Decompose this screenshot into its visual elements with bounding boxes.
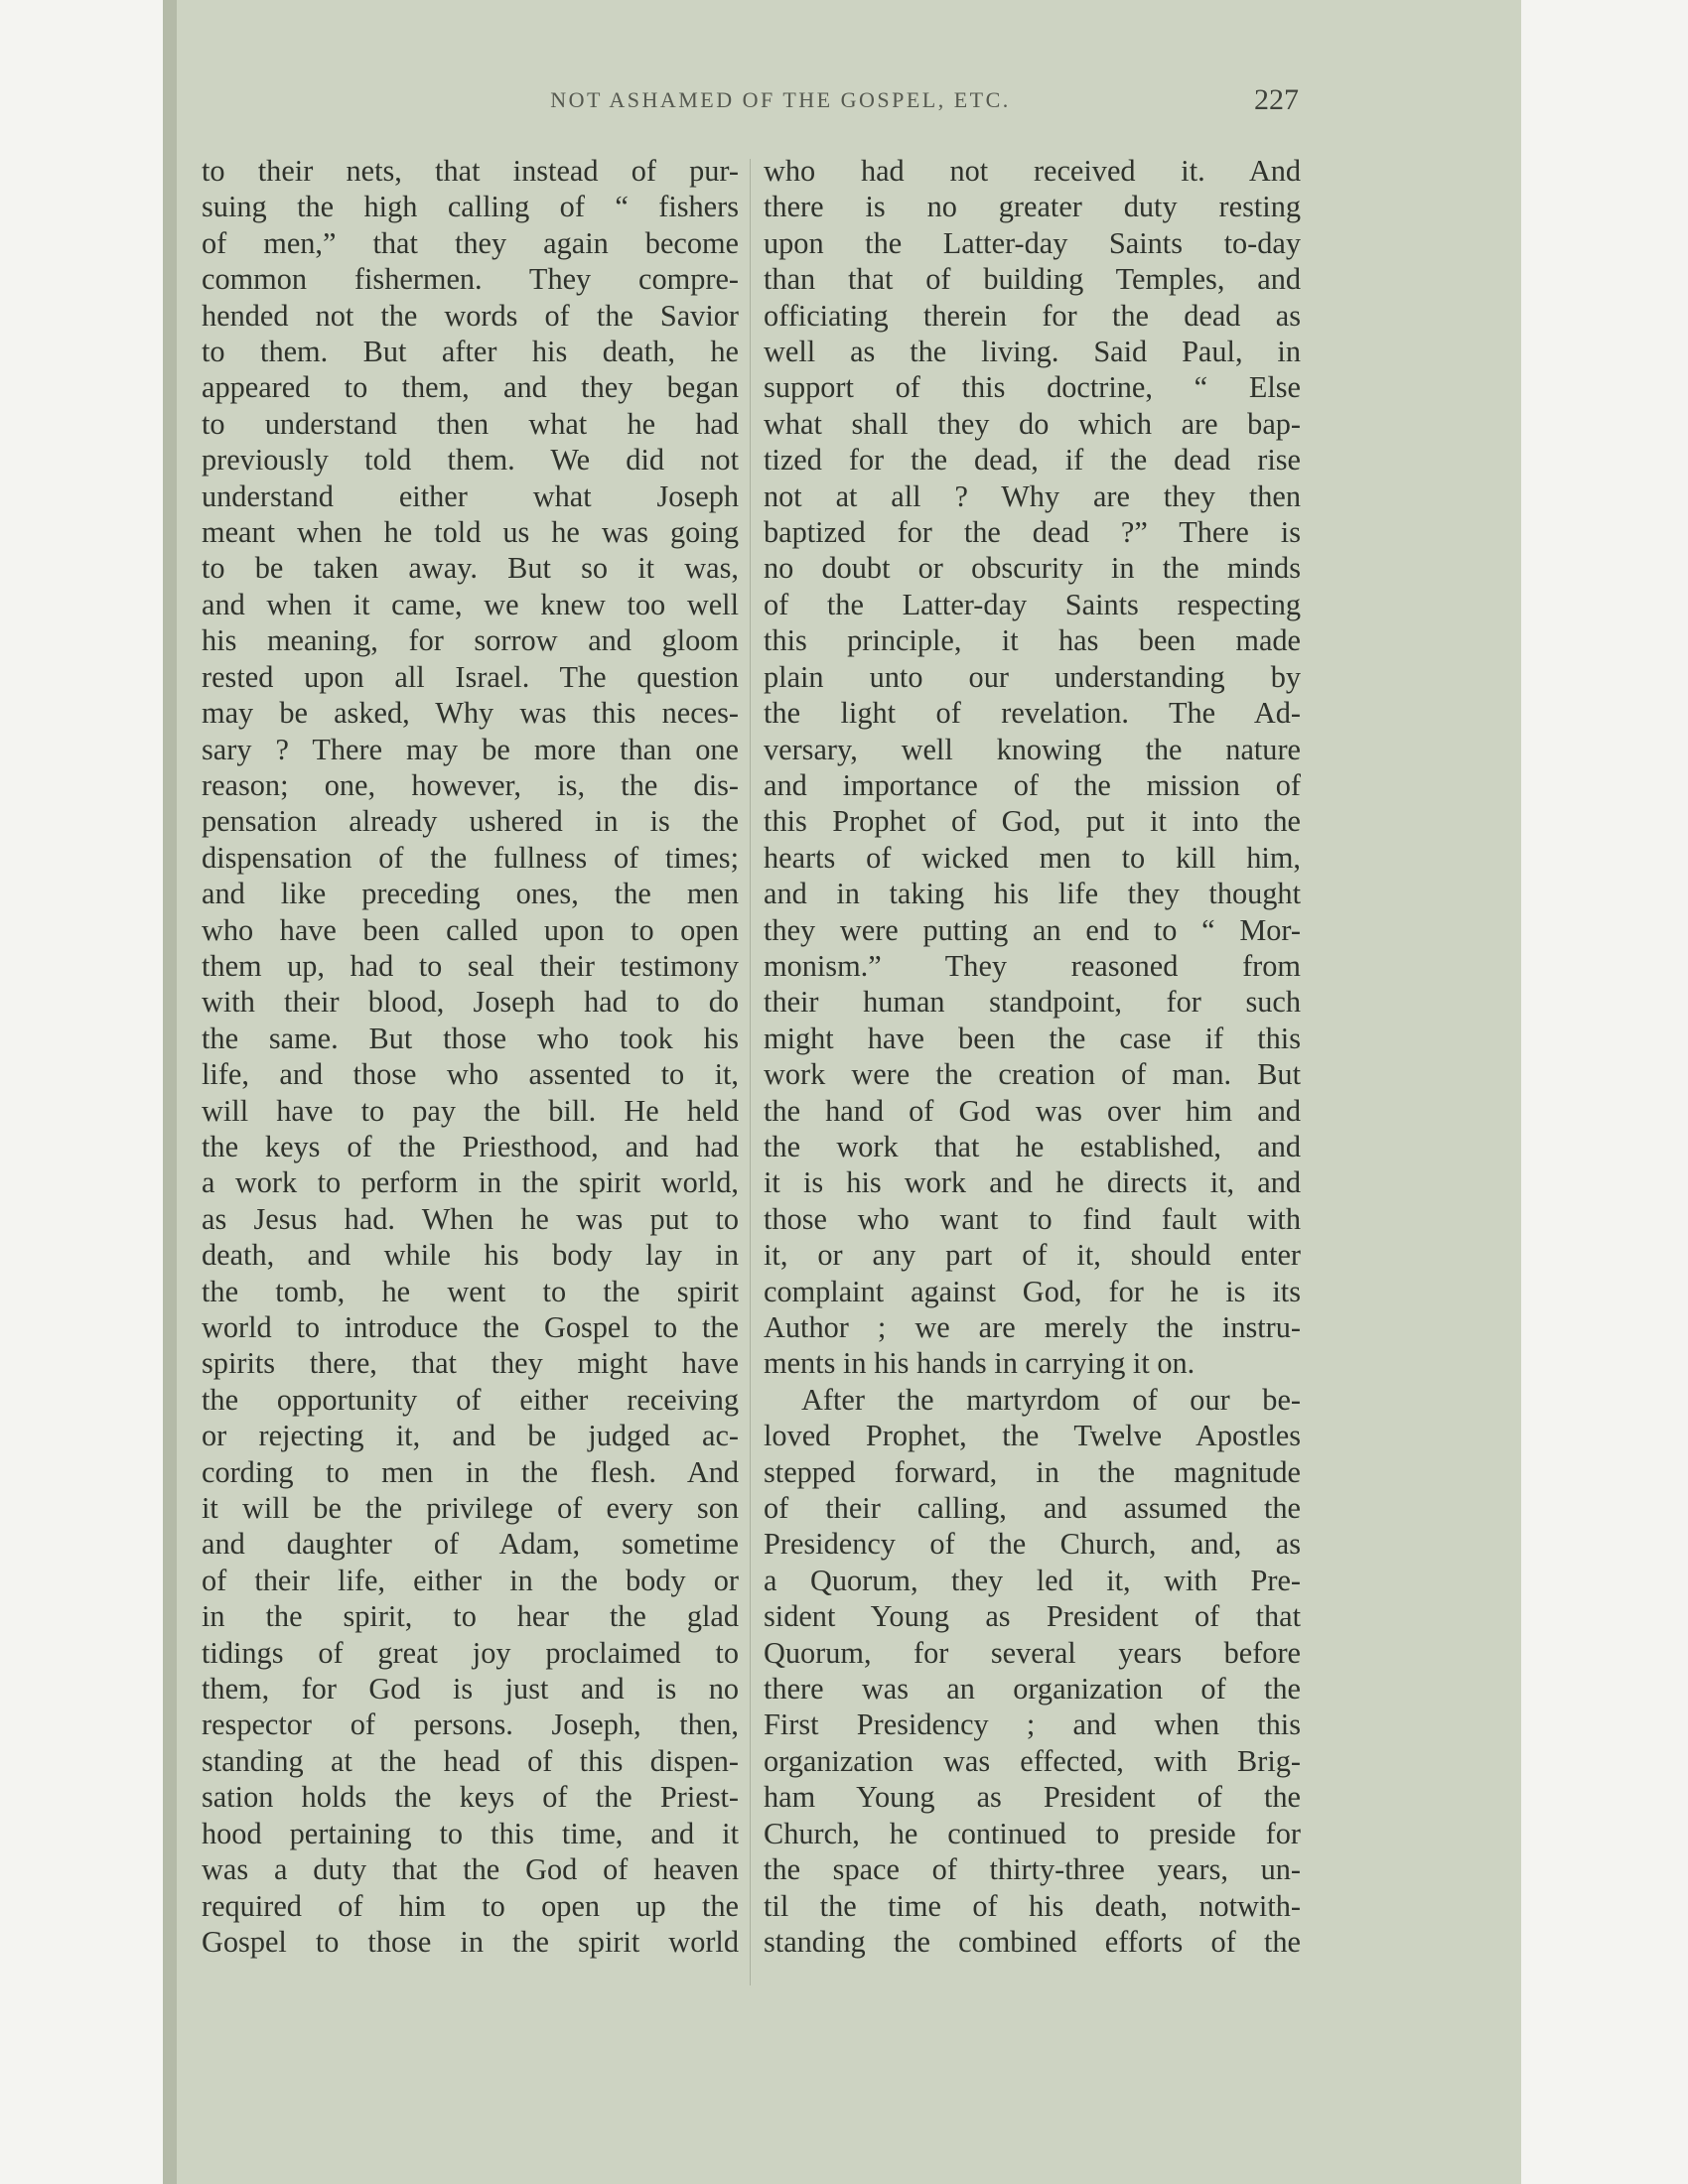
text-line: it, or any part of it, should enter [764,1238,1301,1273]
text-line: understand either what Joseph [202,478,739,513]
text-line: Quorum, for several years before [764,1635,1301,1670]
text-line: they were putting an end to “ Mor- [764,912,1301,947]
text-line: hood pertaining to this time, and it [202,1816,739,1850]
text-line: of their life, either in the body or [202,1563,739,1597]
text-line: of the Latter-day Saints respecting [764,587,1301,621]
text-line: what shall they do which are bap- [764,406,1301,441]
text-line: ments in his hands in carrying it on. [764,1346,1196,1381]
text-line: meant when he told us he was going [202,515,739,550]
text-line: world to introduce the Gospel to the [202,1310,739,1344]
text-line: First Presidency ; and when this [764,1707,1301,1742]
text-line: loved Prophet, the Twelve Apostles [764,1419,1301,1453]
text-line: might have been the case if this [764,1021,1301,1055]
text-line: the opportunity of either receiving [202,1382,739,1417]
column-divider [750,159,751,1985]
text-line: life, and those who assented to it, [202,1057,739,1092]
text-line: a Quorum, they led it, with Pre- [764,1563,1301,1597]
text-line: will have to pay the bill. He held [202,1093,739,1128]
text-line: and daughter of Adam, sometime [202,1527,739,1562]
text-line: his meaning, for sorrow and gloom [202,623,739,658]
text-line: to their nets, that instead of pur- [202,154,739,188]
text-line: sident Young as President of that [764,1599,1301,1634]
text-line: to understand then what he had [202,406,739,441]
text-line: death, and while his body lay in [202,1238,739,1273]
text-line: monism.” They reasoned from [764,948,1301,983]
text-line: and in taking his life they thought [764,877,1301,911]
text-line: hended not the words of the Savior [202,298,739,333]
text-line: there is no greater duty resting [764,190,1301,224]
text-line: the same. But those who took his [202,1021,739,1055]
text-line: suing the high calling of “ fishers [202,190,739,224]
text-line: who have been called upon to open [202,912,739,947]
text-line: appeared to them, and they began [202,370,739,405]
text-line: upon the Latter-day Saints to-day [764,225,1301,260]
text-line: the space of thirty-three years, un- [764,1852,1301,1887]
text-line: plain unto our understanding by [764,659,1301,694]
text-line: common fishermen. They compre- [202,262,739,297]
text-line: their human standpoint, for such [764,985,1301,1020]
text-line: standing the combined efforts of the [764,1924,1301,1959]
text-line: it is his work and he directs it, and [764,1165,1301,1200]
text-line: this principle, it has been made [764,623,1301,658]
text-line: pensation already ushered in is the [202,804,739,839]
text-line: this Prophet of God, put it into the [764,804,1301,839]
text-line: the tomb, he went to the spirit [202,1274,739,1308]
text-line: the light of revelation. The Ad- [764,696,1301,731]
text-line: work were the creation of man. But [764,1057,1301,1092]
page-number: 227 [1254,83,1299,116]
right-column [764,153,1301,1960]
text-line: well as the living. Said Paul, in [764,335,1301,369]
text-line: spirits there, that they might have [202,1346,739,1381]
text-line: Church, he continued to preside for [764,1816,1301,1850]
text-line: them, for God is just and is no [202,1672,739,1706]
text-line: officiating therein for the dead as [764,298,1301,333]
text-line: standing at the head of this dispen- [202,1743,739,1778]
text-line: who had not received it. And [764,154,1301,188]
text-line: there was an organization of the [764,1672,1301,1706]
text-line: Author ; we are merely the instru- [764,1310,1301,1344]
text-line: and like preceding ones, the men [202,877,739,911]
text-line: After the martyrdom of our be- [801,1382,1301,1417]
running-head: NOT ASHAMED OF THE GOSPEL, ETC. [550,87,1011,112]
text-line: previously told them. We did not [202,443,739,478]
text-line: with their blood, Joseph had to do [202,985,739,1020]
text-line: cording to men in the flesh. And [202,1454,739,1489]
text-line: ham Young as President of the [764,1780,1301,1815]
text-line: not at all ? Why are they then [764,478,1301,513]
text-line: reason; one, however, is, the dis- [202,767,739,802]
text-line: dispensation of the fullness of times; [202,840,739,875]
text-line: sary ? There may be more than one [202,732,739,766]
text-line: rested upon all Israel. The question [202,659,739,694]
text-line: no doubt or obscurity in the minds [764,551,1301,586]
text-line: the work that he established, and [764,1129,1301,1163]
scan-margin-left [0,0,163,2184]
text-line: Presidency of the Church, and, as [764,1527,1301,1562]
text-line: support of this doctrine, “ Else [764,370,1301,405]
text-line: to be taken away. But so it was, [202,551,739,586]
text-line: and importance of the mission of [764,767,1301,802]
scan-margin-right [1521,0,1688,2184]
text-line: the keys of the Priesthood, and had [202,1129,739,1163]
text-line: was a duty that the God of heaven [202,1852,739,1887]
spine-shadow [163,0,177,2184]
text-line: them up, had to seal their testimony [202,948,739,983]
text-line: the hand of God was over him and [764,1093,1301,1128]
text-line: or rejecting it, and be judged ac- [202,1419,739,1453]
text-line: respector of persons. Joseph, then, [202,1707,739,1742]
text-line: til the time of his death, notwith- [764,1888,1301,1923]
text-line: a work to perform in the spirit world, [202,1165,739,1200]
text-line: it will be the privilege of every son [202,1491,739,1526]
text-line: and when it came, we knew too well [202,587,739,621]
text-line: hearts of wicked men to kill him, [764,840,1301,875]
text-line: tidings of great joy proclaimed to [202,1635,739,1670]
text-line: of men,” that they again become [202,225,739,260]
text-line: complaint against God, for he is its [764,1274,1301,1308]
text-line: Gospel to those in the spirit world [202,1924,739,1959]
text-line: may be asked, Why was this neces- [202,696,739,731]
text-line: baptized for the dead ?” There is [764,515,1301,550]
text-line: stepped forward, in the magnitude [764,1454,1301,1489]
text-line: as Jesus had. When he was put to [202,1201,739,1236]
text-line: required of him to open up the [202,1888,739,1923]
text-line: organization was effected, with Brig- [764,1743,1301,1778]
text-line: than that of building Temples, and [764,262,1301,297]
text-line: to them. But after his death, he [202,335,739,369]
text-line: versary, well knowing the nature [764,732,1301,766]
text-line: in the spirit, to hear the glad [202,1599,739,1634]
text-line: sation holds the keys of the Priest- [202,1780,739,1815]
text-line: tized for the dead, if the dead rise [764,443,1301,478]
text-line: of their calling, and assumed the [764,1491,1301,1526]
text-line: those who want to find fault with [764,1201,1301,1236]
left-column [202,153,739,1960]
